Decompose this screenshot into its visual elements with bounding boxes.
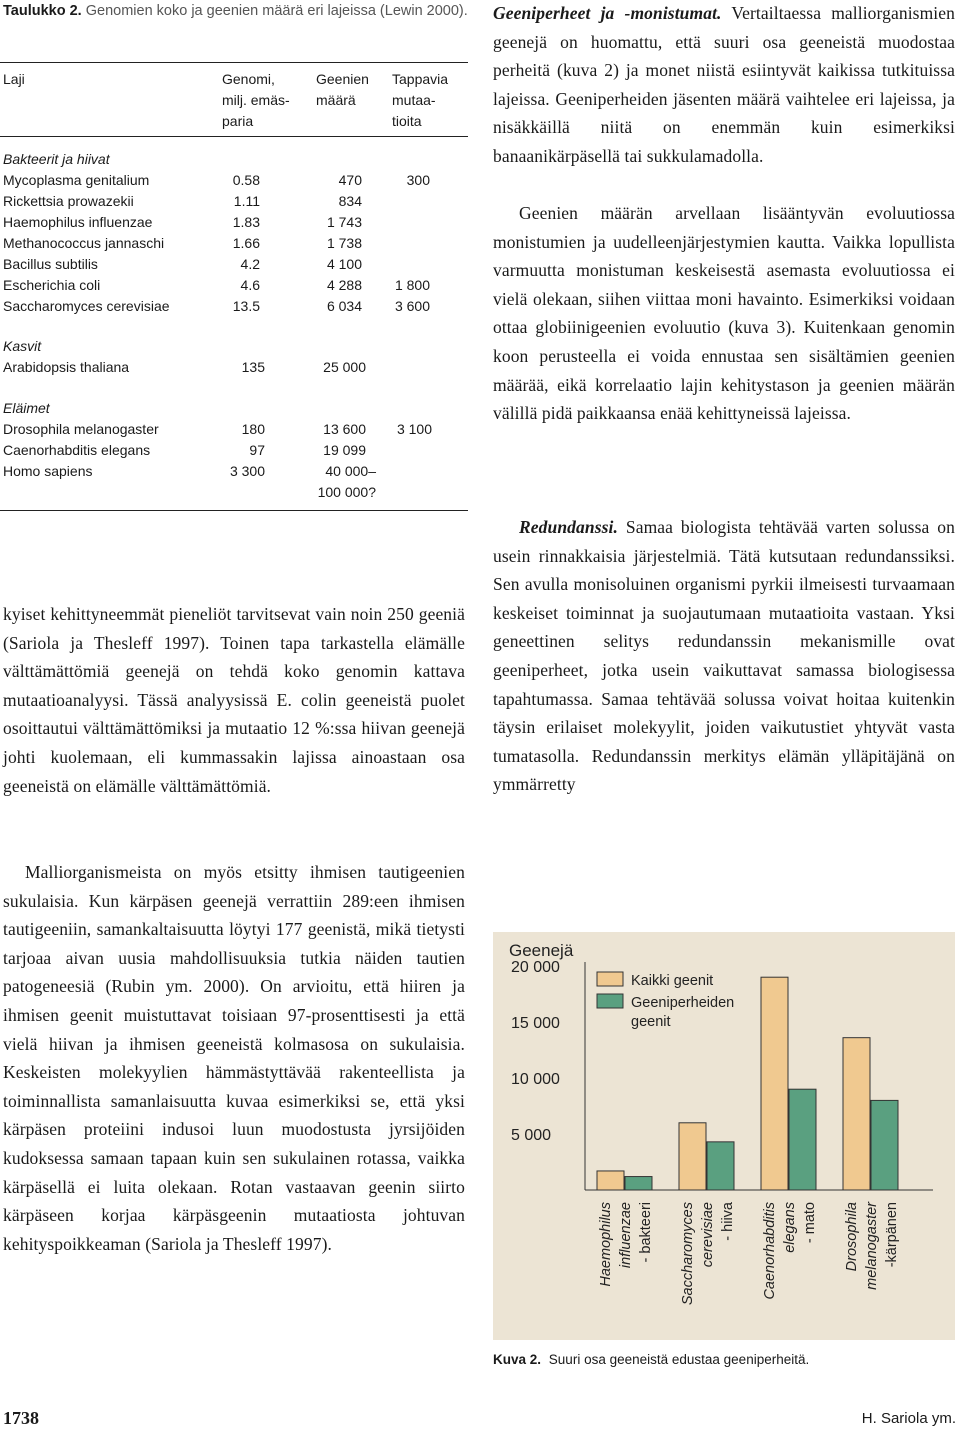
x-tick-label: -kärpänen — [884, 1202, 900, 1268]
cell-species: Caenorhabditis elegans — [3, 442, 151, 458]
cell-genome: 4.2 — [240, 256, 260, 272]
bar — [761, 977, 788, 1190]
header-lethal-2: mutaa- — [392, 92, 436, 108]
header-genes-1: Geenien — [316, 71, 369, 87]
cell-lethal: 3 100 — [396, 421, 432, 437]
group-title: Eläimet — [3, 400, 50, 416]
cell-genome: 3 300 — [229, 463, 265, 479]
legend-swatch — [597, 994, 623, 1008]
legend-label: Geeniperheiden — [631, 995, 735, 1011]
cell-species: Bacillus subtilis — [3, 256, 98, 272]
cell-species: Arabidopsis thaliana — [3, 359, 130, 375]
left-paragraph-2: Malliorganismeista on myös etsitty ihmisen tautigeenien sukulaisia. Kun kärpäsen geenejä verrattiin 289:een ihmisen tautigeeniin, samankaltaisuutta löytyi 177 geenistä, mikä tietysti tarjoaa aivan uusia mahdollisuuksia tutkia näiden tautien patogeneesiä (Rubin ym. 2000). On arvioitu, että hiiren ja ihmisen geenit muistuttavat toisiaan 97-prosenttisesti ja että vielä hiivan ja ihmisen geeneistä kolmasosa on sukulaisia. Keskeisten molekyylien hämmästyttävää rakenteellista ja toiminnallista samanlaisuutta kuvaa esimerkiksi se, että yksi kärpäsen proteiini indusoi luun muodostusta jyrsijöiden kudoksessa samaan tapaan kuin sen sukulainen rotassa, vaikka kärpäsellä ei luita olekaan. Rotan vastaavan geenin siirto kärpäseen korjaa kärpäsgeenin mutaatiosta johtuvan kehityspoikkeaman (Sariola ja Thesleff 1997). — [3, 862, 465, 1254]
cell-species: Haemophilus influenzae — [3, 214, 153, 230]
bar — [843, 1038, 870, 1190]
cell-genome: 1.11 — [233, 193, 260, 209]
cell-genome: 97 — [249, 442, 265, 458]
table-top-rule — [0, 62, 468, 63]
y-tick-label: 20 000 — [511, 959, 560, 976]
cell-genes: 1 738 — [326, 235, 362, 251]
y-tick-label: 10 000 — [511, 1071, 560, 1088]
cell-genes: 25 000 — [323, 359, 366, 375]
legend-label: Kaikki geenit — [631, 973, 714, 989]
y-tick-label: 5 000 — [511, 1127, 552, 1144]
cell-lethal: 3 600 — [394, 298, 430, 314]
figure-caption — [493, 1352, 809, 1367]
x-tick-label: Saccharomyces — [680, 1202, 696, 1306]
group-title: Kasvit — [3, 338, 42, 354]
cell-genes: 470 — [338, 172, 362, 188]
right-paragraph-1 — [493, 0, 955, 171]
cell-genome: 1.83 — [232, 214, 260, 230]
cell-genome: 13.5 — [232, 298, 260, 314]
right-paragraph-1-text: Vertailtaessa malliorganismien geenejä on huomattu, että suuri osa geeneistä muodostaa perheitä (kuva 2) ja monet niistä esiintyvät kaikissa tutkituissa lajeissa. Geeniperheiden jäsenten määrä vaihtelee eri lajeissa, ja nisäkkäillä niitä on enemmän kuin esimerkiksi banaanikärpäsellä tai sukkulamadolla. — [493, 3, 955, 166]
cell-genes: 6 034 — [326, 298, 362, 314]
figure-caption-text: Suuri osa geeneistä edustaa geeniperheitä. — [548, 1352, 810, 1367]
legend-swatch — [597, 972, 623, 986]
x-tick-label: - bakteeri — [638, 1202, 654, 1263]
bar — [597, 1171, 624, 1190]
cell-genome: 4.6 — [240, 277, 260, 293]
table-caption-text: Genomien koko ja geenien määrä eri lajeissa (Lewin 2000). — [85, 3, 468, 19]
x-tick-label: - mato — [802, 1202, 818, 1244]
cell-genes: 4 100 — [326, 256, 362, 272]
x-tick-label: - hiiva — [720, 1202, 736, 1241]
header-genome-2: milj. emäs- — [222, 92, 290, 108]
cell-species: Methanococcus jannaschi — [3, 235, 165, 251]
legend-label: geenit — [631, 1014, 671, 1030]
x-tick-label: cerevisiae — [700, 1202, 716, 1268]
y-axis-label: Geenejä — [509, 941, 574, 960]
bar-chart — [493, 932, 955, 1340]
header-genome-1: Genomi, — [222, 71, 275, 87]
page-number: 1738 — [3, 1408, 39, 1428]
left-paragraph-1: kyiset kehittyneemmät pieneliöt tarvitsevat vain noin 250 geeniä (Sariola ja Thesleff 1997). Toinen tapa tarkastella elämälle välttämättömiä geenejä on tehdä koko genomin kattava mutaatioanalyysi. Tässä analyysissä E. colin geeneistä puolet osoittautui välttämättömiksi ja mutaatio 12 %:ssa hiivan geenejä johti kuolemaan, eli kummassakin lajissa ainoastaan osa geeneistä on elämälle välttämättömiä. — [3, 604, 465, 796]
x-tick-label: Haemophilus — [598, 1202, 614, 1287]
bar — [707, 1142, 734, 1190]
header-lethal-3: tioita — [392, 113, 422, 129]
cell-species: Rickettsia prowazekii — [3, 193, 134, 209]
bar — [679, 1123, 706, 1190]
header-lethal-1: Tappavia — [392, 71, 449, 87]
bar — [789, 1089, 816, 1190]
bar — [871, 1100, 898, 1190]
header-genome-3: paria — [222, 113, 254, 129]
cell-genes-cont: 100 000? — [317, 484, 376, 500]
figure-panel — [493, 932, 955, 1340]
cell-species: Saccharomyces cerevisiae — [3, 298, 170, 314]
cell-species: Homo sapiens — [3, 463, 93, 479]
cell-species: Mycoplasma genitalium — [3, 172, 150, 188]
table-caption-label: Taulukko 2. — [3, 3, 82, 19]
right-paragraph-3-text: Samaa biologista tehtävää varten solussa on usein rinnakkaisia järjestelmiä. Tätä kutsutaan redundanssiksi. Sen avulla monisoluinen organismi pyrkii ilmeisesti turvaamaan keskeiset toiminnat ja suojautumaan mutaatioita vastaan. Yksi geneettinen selitys redundanssin mekanismille ovat geeniperheet, jotka usein vaikuttavat samassa biologisessa tapahtumassa. Samaa tehtävää solussa voivat hoitaa kuitenkin täysin erilaiset molekyylit, joiden vaikutustiet yhtyvät vasta tumatasolla. Redundanssin merkitys elämän ylläpitäjänä on ymmärretty — [493, 517, 955, 795]
table-caption — [3, 2, 468, 20]
cell-lethal: 300 — [406, 172, 430, 188]
cell-genes: 13 600 — [323, 421, 366, 437]
cell-genes: 1 743 — [326, 214, 362, 230]
header-genes-2: määrä — [316, 92, 356, 108]
cell-genome: 180 — [241, 421, 265, 437]
table-bottom-rule — [0, 510, 468, 511]
cell-genes: 4 288 — [326, 277, 362, 293]
x-tick-label: Caenorhabditis — [762, 1202, 778, 1300]
bar — [625, 1177, 652, 1190]
cell-genome: 1.66 — [232, 235, 260, 251]
heading-gene-families: Geeniperheet ja -monistumat. — [493, 3, 722, 23]
heading-redundancy: Redundanssi. — [519, 517, 618, 537]
cell-lethal: 1 800 — [394, 277, 430, 293]
cell-genes: 19 099 — [323, 442, 366, 458]
cell-genes: 40 000– — [325, 463, 376, 479]
cell-genome: 135 — [241, 359, 265, 375]
cell-species: Escherichia coli — [3, 277, 101, 293]
group-title: Bakteerit ja hiivat — [3, 151, 110, 167]
x-tick-label: Drosophila — [844, 1202, 860, 1272]
figure-caption-label: Kuva 2. — [493, 1352, 542, 1367]
cell-genes: 834 — [338, 193, 362, 209]
right-paragraph-3 — [493, 513, 955, 799]
header-species: Laji — [3, 71, 25, 87]
right-paragraph-2: Geenien määrän arvellaan lisääntyvän evoluutiossa monistumien ja uudelleenjärjestymien kautta. Vaikka lopullista varmuutta monistuman keskeisestä asemasta evoluutiossa ei vielä olekaan, siihen viittaa moni havainto. Esimerkiksi voidaan ottaa globiinigeenien evoluutio (kuva 3). Kuitenkaan genomin koon perusteella ei voida ennustaa sen sisältämien geenien määrää, eikä korrelaatio lajin kehitystason ja geenien määrän välillä pidä paikkaansa enää kehittyneissä lajeissa. — [493, 203, 955, 424]
y-tick-label: 15 000 — [511, 1015, 560, 1032]
cell-genome: 0.58 — [232, 172, 260, 188]
cell-species: Drosophila melanogaster — [3, 421, 159, 437]
table-header-rule — [0, 136, 468, 137]
x-tick-label: influenzae — [618, 1202, 634, 1269]
x-tick-label: elegans — [782, 1202, 798, 1253]
author-credit: H. Sariola ym. — [861, 1410, 956, 1427]
x-tick-label: melanogaster — [864, 1202, 880, 1290]
